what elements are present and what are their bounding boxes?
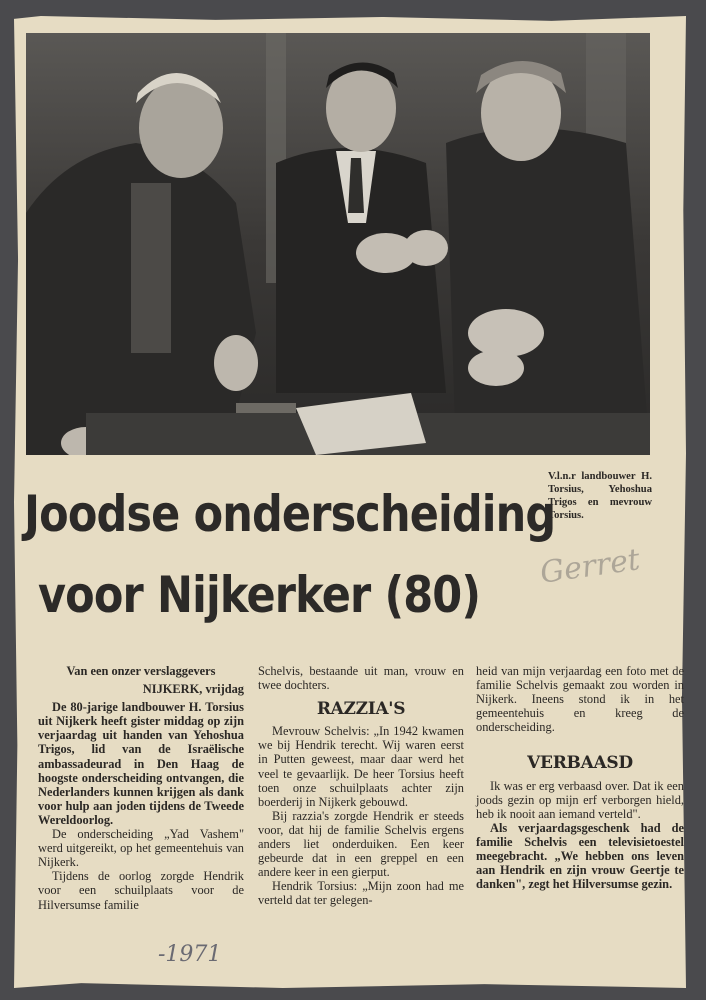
- dateline: NIJKERK, vrijdag: [142, 682, 244, 697]
- photo-illustration: [26, 33, 650, 455]
- photo-caption: V.l.n.r landbouwer H. Torsius, Yehoshua Trigos en mevrouw Torsius.: [548, 471, 652, 521]
- handwritten-signature: Gerret: [537, 542, 643, 591]
- subheading-razzias: RAZZIA'S: [316, 699, 406, 720]
- byline: Van een onzer verslaggevers: [66, 664, 216, 678]
- paragraph: Tijdens de oorlog zorgde Hendrik voor een schuilplaats voor de Hilversumse familie: [38, 869, 244, 912]
- handwritten-year-note: -1971: [158, 942, 222, 967]
- paragraph: De onderscheiding „Yad Vashem" werd uitgereikt, op het gemeentehuis van Nijkerk.: [38, 827, 244, 870]
- paragraph: Ik was er erg verbaasd over. Dat ik een joods gezin op mijn erf verborgen hield, heb ik nooit aan iemand verteld".: [476, 778, 684, 821]
- paragraph: Hendrik Torsius: „Mijn zoon had me verteld dat ter gelegen-: [258, 879, 464, 908]
- paragraph: Bij razzia's zorgde Hendrik er steeds voor, dat hij de familie Schelvis ergens anders liet onderduiken. Een keer gebeurde dat in een greppel en een andere keer in een gierput.: [258, 808, 464, 880]
- article-photo: [26, 33, 650, 455]
- headline-line-1: Joodse onderscheiding: [24, 485, 556, 543]
- headline-line-2: voor Nijkerker (80): [38, 566, 481, 624]
- article-column-3: [476, 664, 684, 891]
- paragraph: heid van mijn verjaardag een foto met de familie Schelvis gemaakt zou worden in Nijkerk. Ineens stond ik in het gemeentehuis en kreeg de onderscheiding.: [476, 664, 684, 735]
- article-column-1: [38, 664, 244, 912]
- lead-paragraph: De 80-jarige landbouwer H. Torsius uit Nijkerk heeft gister middag op zijn verjaardag uit handen van Yehoshua Trigos, lid van de Israëlische ambassadeurad in Den Haag de hoogste onderscheiding ontvangen, die Nederlanders kunnen krijgen als dank voor hulp aan joden tijdens de Tweede Wereldoorlog.: [38, 700, 244, 827]
- paragraph: Mevrouw Schelvis: „In 1942 kwamen we bij Hendrik terecht. Wij waren eerst in Putten geweest, maar daar werd het veel te gevaarlijk. De heer Torsius heeft toen onze schuilplaats achter zijn boerderij in Nijkerk gebouwd.: [258, 724, 464, 809]
- paragraph: Als verjaardagsgeschenk had de familie Schelvis een televisietoestel meegebracht. „We hebben ons leven aan Hendrik en zijn vrouw Geertje te danken", zegt het Hilversumse gezin.: [476, 820, 684, 892]
- article-column-2: [258, 664, 464, 908]
- paragraph: Schelvis, bestaande uit man, vrouw en twee dochters.: [258, 664, 464, 693]
- subheading-verbaasd: VERBAASD: [527, 753, 633, 774]
